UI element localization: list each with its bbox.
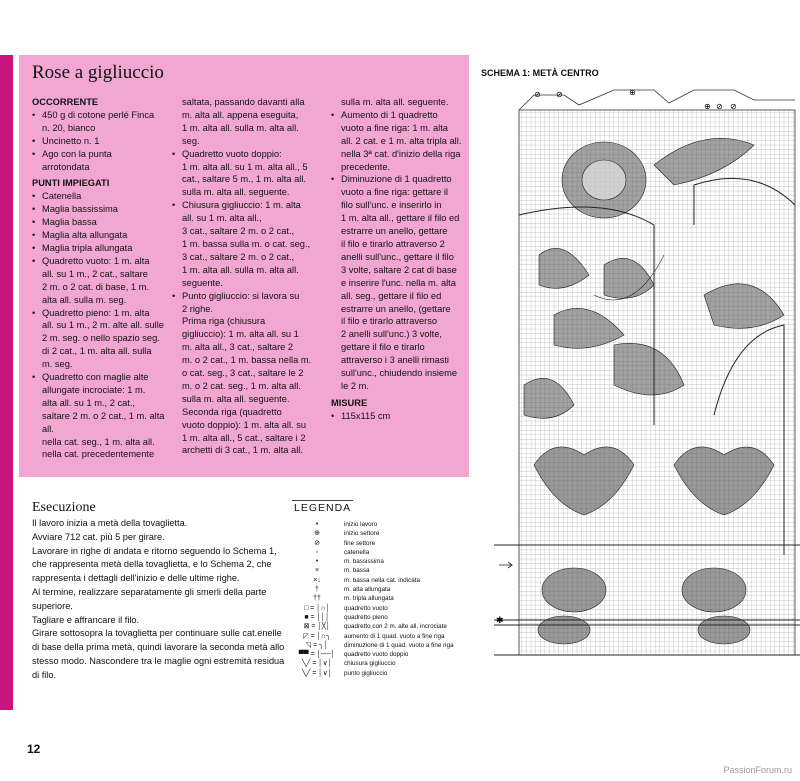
legend-row <box>292 622 467 631</box>
text-line: all. su 1 m., 2 m. alte all. sulle <box>42 320 164 331</box>
section-heading: MISURE <box>331 397 368 408</box>
legend-symbol-icon: ⊘ <box>314 539 320 547</box>
legend-row <box>292 613 467 622</box>
text-line: seguente. <box>182 277 223 288</box>
execution-paragraph: Girare sottosopra la tovaglietta per continuare sulle cat.enelle di base della prima metà, quindi lavorare la seconda metà allo stesso modo. Nascondere tra le maglie ogni estremità residua di filo. <box>32 628 285 680</box>
legend-label: fine settore <box>344 539 376 547</box>
text-line: 1 m. alta all. su 1 m. alta all., 5 <box>182 161 308 172</box>
text-line: 3 cat., saltare 2 m. o 2 cat., <box>182 226 295 237</box>
text-line: alta all. su 1 m., 2 cat., <box>42 397 136 408</box>
legend-row <box>292 669 467 678</box>
schema-label: SCHEMA 1: METÀ CENTRO <box>481 68 599 78</box>
execution-paragraph: Al termine, realizzare separatamente gli smerli della parte superiore. <box>32 586 267 611</box>
legend-row <box>292 659 467 668</box>
legend-label: quadretto pieno <box>344 613 388 621</box>
legend-label: inizio lavoro <box>344 521 378 528</box>
text-line: • Maglia alta allungata <box>32 229 172 242</box>
legend-label: diminuzione di 1 quad. vuoto a fine riga <box>344 641 454 649</box>
text-line: m. seg. <box>42 359 73 370</box>
text-line: • Quadretto con maglie alte <box>32 371 172 384</box>
legend-label: aumento di 1 quad. vuoto a fine riga <box>344 632 445 640</box>
legend-symbol-icon: ◦ <box>315 548 319 556</box>
legend-symbol-icon: ◸ = │∩┐ <box>303 632 331 640</box>
text-line: • Maglia bassa <box>32 216 172 229</box>
text-line: 1 m. alta all. sulla m. alta all. <box>182 264 299 275</box>
legend-symbol-icon: ╲╱ = │∨│ <box>301 669 333 677</box>
execution-paragraph: Tagliare e affrancare il filo. <box>32 614 140 625</box>
text-line: Prima riga (chiusura <box>182 316 266 327</box>
text-line: • Chiusura gigliuccio: 1 m. alta <box>172 199 320 212</box>
text-line: nella cat. precedentemente <box>42 449 155 460</box>
legend-label: catenella <box>344 548 370 556</box>
text-line: all. seg., gettare il filo ed <box>341 290 442 301</box>
legend <box>292 498 467 678</box>
text-line: vuoto doppio): 1 m. alta all. su <box>182 419 307 430</box>
text-line: • Quadretto vuoto: 1 m. alta <box>32 255 172 268</box>
page-number: 12 <box>27 742 41 756</box>
text-line: gigliuccio): 1 m. alta all. su 1 <box>182 329 299 340</box>
legend-row <box>292 585 467 594</box>
legend-row <box>292 650 467 659</box>
text-line: • Quadretto pieno: 1 m. alta <box>32 307 172 320</box>
legend-symbol-icon: ╲╱ = │∨│ <box>301 660 333 668</box>
text-line: 3 volte, saltare 2 cat di base <box>341 264 457 275</box>
text-line: il filo e tirarlo attraverso 2 <box>341 238 445 249</box>
text-line: sulla m. alta all. seguente. <box>182 187 290 198</box>
text-line: • Maglia tripla allungata <box>32 242 172 255</box>
text-line: estrarre un anello, gettare <box>341 226 448 237</box>
text-line: di 2 cat., 1 m. alta all. sulla <box>42 346 152 357</box>
text-line: • Ago con la punta <box>32 148 172 161</box>
text-line: precedente. <box>341 161 391 172</box>
text-line: • Catenella <box>32 190 172 203</box>
legend-label: quadretto con 2 m. alte all. incrociate <box>344 623 447 631</box>
text-line: sull'unc., chiudendo insieme <box>341 368 457 379</box>
legend-row <box>292 566 467 575</box>
legend-symbol-icon: ⊠ = │╳│ <box>303 623 331 631</box>
legend-row <box>292 641 467 650</box>
materials-column-3 <box>331 96 466 423</box>
text-line: filo sull'unc. e inserirlo in <box>341 200 442 211</box>
text-line: saltata, passando davanti alla <box>182 97 305 107</box>
text-line: • Quadretto vuoto doppio: <box>172 148 320 161</box>
text-line: • Aumento di 1 quadretto <box>331 109 466 122</box>
materials-column-1 <box>32 96 172 461</box>
execution-paragraph: Il lavoro inizia a metà della tovaglietta. <box>32 518 188 528</box>
text-line: m. o 2 cat., 1 m. bassa nella m. <box>182 355 312 366</box>
legend-symbol-icon: ■ = │││ <box>304 613 330 621</box>
text-line: Seconda riga (quadretto <box>182 406 282 417</box>
execution-paragraph: Lavorare in righe di andata e ritorno seguendo lo Schema 1, che rappresenta metà della tovaglietta, e lo Schema 2, che rappresenta i dettagli dell'inizio e delle ultime righe. <box>32 545 277 584</box>
section-heading: PUNTI IMPIEGATI <box>32 178 110 189</box>
legend-symbol-icon: • <box>315 521 319 528</box>
magenta-side-bar <box>0 55 13 710</box>
flower-left <box>542 568 606 612</box>
text-line: n. 20, bianco <box>42 122 96 133</box>
legend-symbol-icon: ×↓ <box>313 576 321 584</box>
text-line: sulla m. alta all. seguente. <box>341 97 449 107</box>
rose-top-inner <box>582 160 626 200</box>
text-line: 2 anelli sull'unc.) 3 volte, <box>341 329 442 340</box>
legend-label: punto gigliuccio <box>344 669 388 677</box>
text-line: arrotondata <box>42 161 90 172</box>
legend-symbol-icon: ◹ = ┐│ <box>305 641 329 649</box>
text-line: alta all. sulla m. seg. <box>42 294 127 305</box>
legend-label: quadretto vuoto <box>344 604 388 612</box>
text-line: • Uncinetto n. 1 <box>32 135 172 148</box>
legend-label: quadretto vuoto doppio <box>344 651 409 659</box>
text-line: vuoto a fine riga: gettare il <box>341 187 448 198</box>
legend-row <box>292 594 467 603</box>
execution-text <box>32 517 287 683</box>
section-heading: OCCORRENTE <box>32 97 99 107</box>
legend-label: m. bassa nella cat. indicata <box>344 576 420 584</box>
legend-label: m. alta allungata <box>344 586 391 594</box>
legend-symbol-icon: ▀▀ = │──│ <box>298 651 336 659</box>
watermark: PassionForum.ru <box>723 765 792 775</box>
legend-symbol-icon: †† <box>313 595 321 603</box>
text-line: le 2 m. <box>341 380 369 391</box>
legend-title: LEGENDA <box>294 502 352 514</box>
text-line: gettare il filo e tirarlo <box>341 342 425 353</box>
text-line: sulla m. alta all. seguente. <box>182 393 290 404</box>
text-line: nella cat. seg., 1 m. alta all. <box>42 436 155 447</box>
text-line: all. su 1 m., 2 cat., saltare <box>42 268 148 279</box>
execution-title: Esecuzione <box>32 500 96 515</box>
text-line: 2 m. seg. o nello spazio seg. <box>42 333 160 344</box>
text-line: 1 m. alta all. sulla m. alta all. <box>182 122 299 133</box>
text-line: vuoto a fine riga: 1 m. alta <box>341 122 448 133</box>
text-line: m. alta all., 3 cat., saltare 2 <box>182 342 294 353</box>
text-line: • Maglia bassissima <box>32 203 172 216</box>
legend-symbol-icon: • <box>315 558 319 566</box>
text-line: allungate incrociate: 1 m. <box>42 384 146 395</box>
text-line: 2 m. o 2 cat. di base, 1 m. <box>42 281 149 292</box>
legend-row <box>292 576 467 585</box>
legend-label: m. tripla allungata <box>344 595 394 603</box>
legend-row <box>292 529 467 538</box>
legend-symbol-icon: † <box>315 586 319 594</box>
text-line: 1 m. alta all., 5 cat., saltare i 2 <box>182 432 306 443</box>
text-line: all. 2 cat. e 1 m. alta tripla all. <box>341 135 462 146</box>
legend-row <box>292 539 467 548</box>
text-line: e inserire l'unc. nella m. alta <box>341 277 456 288</box>
sector-start-icon: ⊕ <box>629 88 636 97</box>
article-title: Rose a gigliuccio <box>32 62 164 83</box>
text-line: • 450 g di cotone perlé Finca <box>32 109 172 122</box>
crochet-chart <box>494 85 800 660</box>
text-line: 1 m. alta all., gettare il filo ed <box>341 213 460 224</box>
legend-label: m. bassa <box>344 567 370 575</box>
text-line: 2 righe. <box>182 303 214 314</box>
text-line: seg. <box>182 135 200 146</box>
legend-row <box>292 520 467 529</box>
materials-column-2 <box>172 96 320 457</box>
text-line: m. o 2 cat. seg., 1 m. alta all. <box>182 380 301 391</box>
text-line: • 115x115 cm <box>331 410 466 423</box>
legend-label: m. bassissima <box>344 558 384 566</box>
sector-end-icon: ⊘ <box>716 102 723 111</box>
text-line: saltare 2 m. o 2 cat., 1 m. alta all. <box>42 410 165 434</box>
legend-row <box>292 632 467 641</box>
text-line: attraverso i 3 anelli rimasti <box>341 355 449 366</box>
legend-symbol-icon: × <box>314 567 320 575</box>
text-line: estrarre un anello, (gettare <box>341 303 451 314</box>
start-arrow-icon <box>499 562 512 568</box>
legend-label: chiusura gigliuccio <box>344 660 396 668</box>
legend-row <box>292 548 467 557</box>
legend-label: inizio settore <box>344 530 380 538</box>
sector-start-icon: ⊘ <box>556 90 563 99</box>
sector-start-icon: ⊘ <box>534 90 541 99</box>
text-line: anelli sull'unc., gettare il filo <box>341 251 454 262</box>
text-line: nella 3ª cat. d'inizio della riga <box>341 148 461 159</box>
text-line: m. alta all. appena eseguita, <box>182 109 299 120</box>
execution-paragraph: Avviare 712 cat. più 5 per girare. <box>32 531 165 542</box>
sector-end-icon: ⊕ <box>704 102 711 111</box>
text-line: o cat. seg., 3 cat., saltare le 2 <box>182 368 304 379</box>
start-star-icon: ✱ <box>496 616 504 626</box>
flower-right <box>682 568 746 612</box>
text-line: all. su 1 m. alta all., <box>182 213 262 224</box>
legend-symbol-icon: □ = │∩│ <box>304 604 330 612</box>
text-line: archetti di 3 cat., 1 m. alta all. <box>182 445 303 456</box>
legend-symbol-icon: ⊕ <box>314 530 320 538</box>
text-line: 3 cat., saltare 2 m. o 2 cat., <box>182 251 295 262</box>
text-line: cat., saltare 5 m., 1 m. alta all. <box>182 174 307 185</box>
sector-end-icon: ⊘ <box>730 102 737 111</box>
text-line: • Punto gigliuccio: si lavora su <box>172 290 320 303</box>
legend-row <box>292 557 467 566</box>
text-line: il filo e tirarlo attraverso <box>341 316 438 327</box>
text-line: 1 m. bassa sulla m. o cat. seg., <box>182 238 311 249</box>
text-line: • Diminuzione di 1 quadretto <box>331 173 466 186</box>
legend-row <box>292 604 467 613</box>
